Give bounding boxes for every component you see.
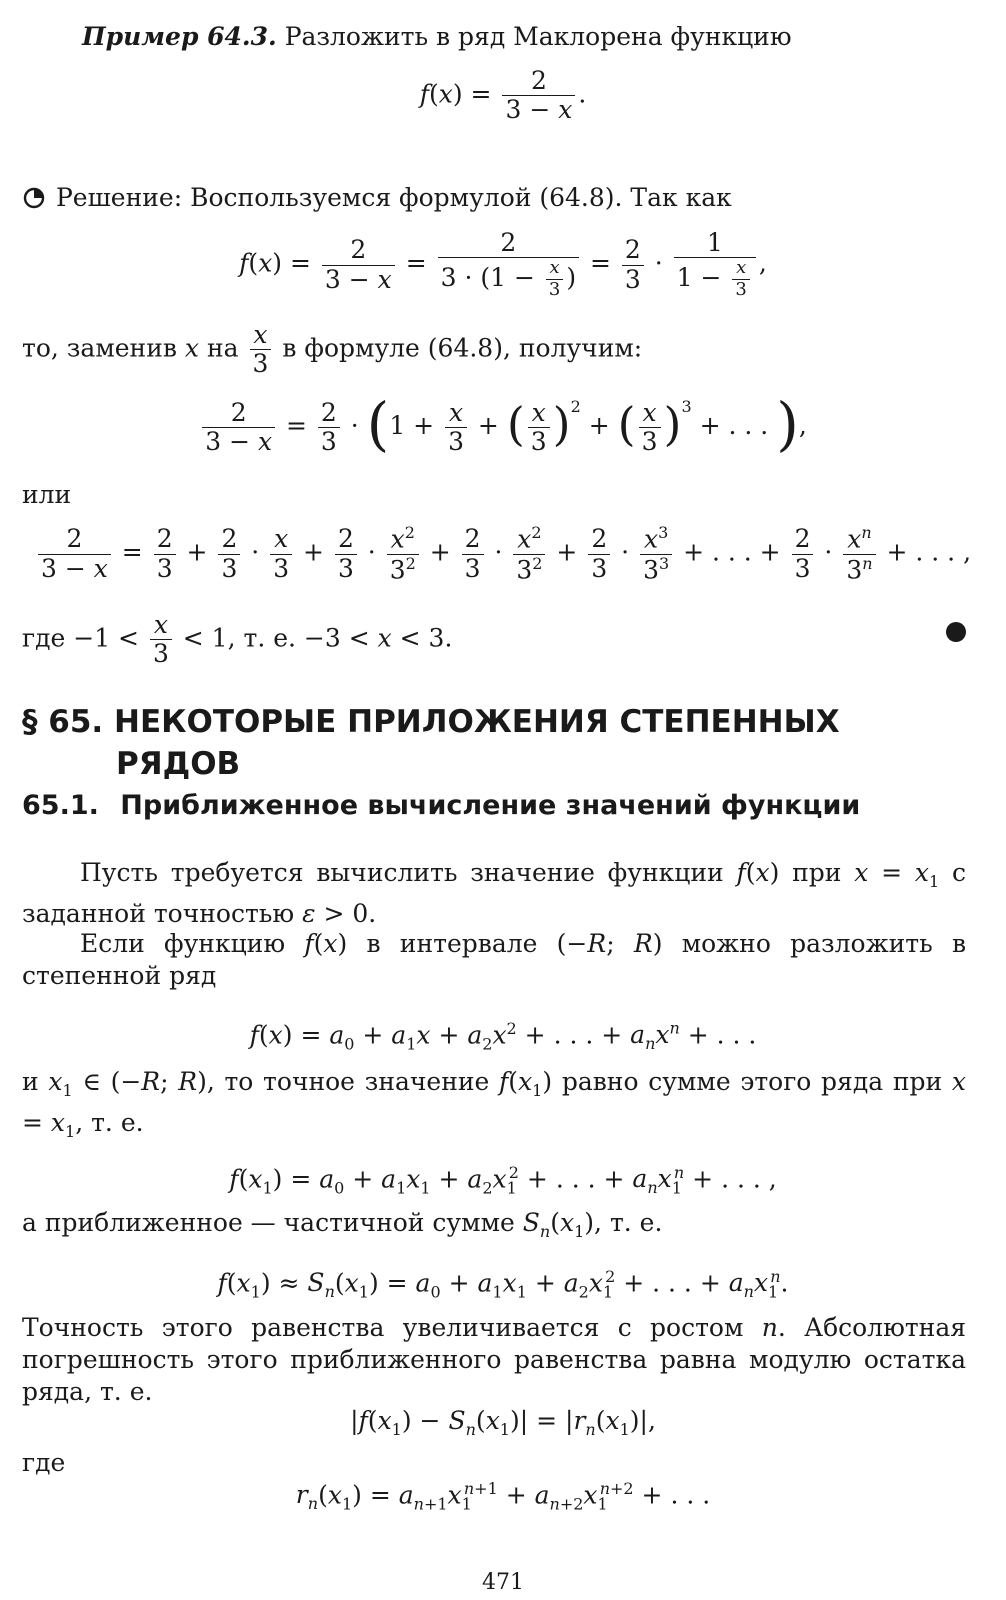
substitution-line: то, заменив x на $\frac{x}{3}$ в формуле (64.8), получим: [22,320,643,379]
convergence-interval: где −1 < $\frac{x}{3}$ < 1, т. е. −3 < x < 3. [22,610,453,669]
formula-abs-error: $|f(x_1) - S_n(x_1)| = |r_n(x_1)|$, [350,1406,656,1439]
paragraph-2: Если функцию f(x) в интервале (−R; R) можно разложить в степенной ряд [22,929,967,990]
solution-mark-icon [22,187,48,209]
paragraph-1: Пусть требуется вычислить значение функции f(x) при $x = x_1$ с заданной точностью ε > 0. [22,858,967,928]
formula-decomposition: f(x) = $\frac{2}{3 - x}$ = 2 3 · (1 − $\frac{x}{3}$ ) = $\frac{2}{3}$ · 1 1 − $\frac{x}{3}$ , [239,228,767,301]
page-number: 471 [482,1570,524,1595]
formula-f-def: f(x) = $\frac{2}{3 - x}$ . [419,66,587,125]
formula-approx-value: $f(x_1) \approx S_n(x_1) = a_0 + a_1x_1 + a_2x_1^2$ + . . . + $a_nx_1^n$. [217,1267,789,1302]
formula-exact-value: $f(x_1) = a_0 + a_1x_1 + a_2x_1^2$ + . . . + $a_nx_1^n$ + . . . , [229,1163,777,1198]
paragraph-4: а приближенное — частичной сумме $S_n(x_1)$, т. е. [22,1208,663,1241]
solution-text: Воспользуемся формулой (64.8). Так как [190,183,732,212]
formula-series-expansion: $\frac{2}{3 - x}$ = $\frac{2}{3}$ · (1 + $\frac{x}{3}$ + ( $\frac{x}{3}$ )$^2$ + ( $\frac{x}{3}$ )$^3$ + . . . ), [0,395,1006,455]
solution-line [22,183,732,213]
section-heading-line2: РЯДОВ [116,746,241,782]
formula-remainder: $r_n(x_1) = a_{n+1}x_1^{n+1} + a_{n+2}x_1^{n+2}$ + . . . [295,1479,711,1514]
paragraph-5: Точность этого равенства увеличивается с ростом n. Абсолютная погрешность этого приближенного равенства равна модулю остатка ряда, т. е. [22,1313,967,1406]
section-heading: § 65. НЕКОТОРЫЕ ПРИЛОЖЕНИЯ СТЕПЕННЫХ [22,704,840,740]
paragraph-3: и $x_1$ ∈ (−R; R), то точное значение $f(x_1)$ равно сумме этого ряда при $x = x_1$, т. е. [22,1067,966,1141]
formula-power-series: $f(x) = a_0 + a_1x + a_2x^2$ + . . . + $a_nx^n$ + . . . [249,1019,757,1054]
example-line [82,22,792,52]
example-label: Пример 64.3. [82,22,277,51]
end-of-proof-icon [944,620,968,644]
solution-label: Решение: [55,183,183,212]
or-word: или [22,480,72,509]
formula-series-terms: $\frac{2}{3 - x}$ = $\frac{2}{3}$ + $\frac{2}{3}$ · $\frac{x}{3}$ + $\frac{2}{3}$ · $\frac{x^2}{3^2}$ + $\frac{2}{3}$ · $\frac{x^2}{3^2}$ + $\frac{2}{3}$ · $\frac{x^3}{3^3}$ + . . . + $\frac{2}{3}$ · $\frac{x^n}{3^n}$ + . . . , [0,525,1006,583]
example-text: Разложить в ряд Маклорена функцию [284,22,792,51]
subsection-heading: 65.1. Приближенное вычисление значений функции [22,790,861,821]
where-word: где [22,1448,66,1477]
